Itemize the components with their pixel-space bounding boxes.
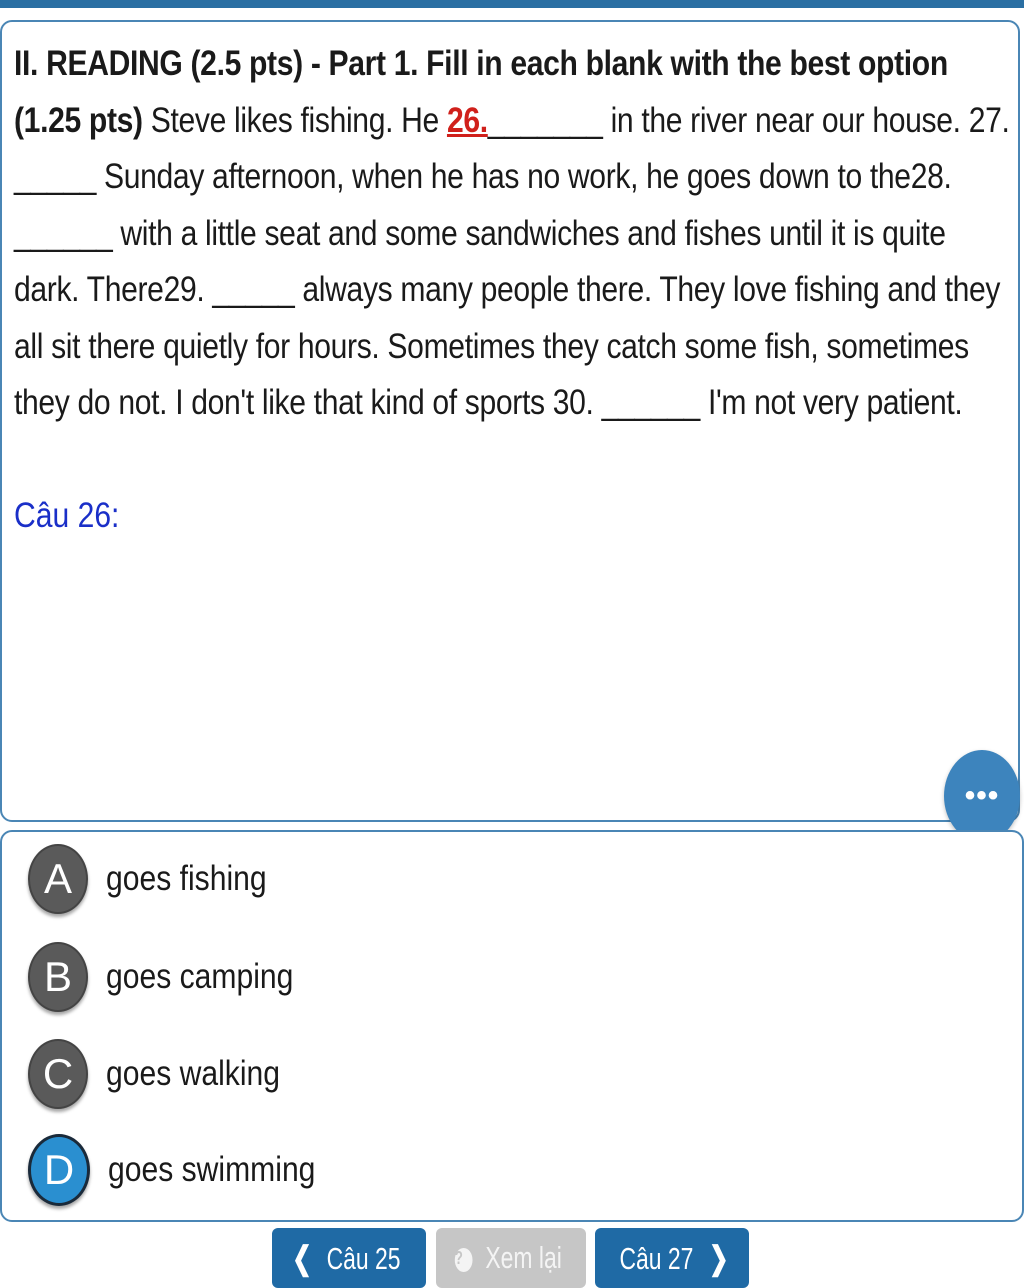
next-question-label: Câu 27 bbox=[619, 1241, 694, 1276]
chevron-left-icon: ❮ bbox=[292, 1240, 313, 1276]
option-a[interactable] bbox=[28, 844, 928, 914]
review-button[interactable] bbox=[436, 1228, 586, 1288]
blank-number: 26. bbox=[446, 100, 488, 140]
prev-question-button[interactable] bbox=[272, 1228, 426, 1288]
option-c[interactable] bbox=[28, 1039, 928, 1109]
question-text bbox=[14, 36, 1010, 432]
option-b-label: goes camping bbox=[106, 957, 294, 996]
chevron-right-icon: ❯ bbox=[708, 1240, 729, 1276]
option-c-badge: C bbox=[28, 1039, 88, 1109]
option-b-badge: B bbox=[28, 942, 88, 1012]
option-d-badge: D bbox=[28, 1134, 90, 1206]
option-d[interactable] bbox=[28, 1135, 928, 1205]
passage-part-2: _______ in the river near our house. 27. _____ Sunday afternoon, when he has no work, he goes down to the28. ______ with a little seat and some sandwiches and fishes until it is quite dark. There29. _____ always many people there. They love fishing and they all sit there quietly for hours. Sometimes they catch some fish, sometimes they do not. I don't like that kind of sports 30. ______ I'm not very patient. bbox=[14, 100, 1010, 422]
passage-part-1: Steve likes fishing. He bbox=[142, 100, 447, 140]
section-heading: II. READING (2.5 pts) - Part 1. Fill in each blank with the best option (1.25 pts) bbox=[14, 44, 948, 140]
more-options-button[interactable]: ••• bbox=[944, 750, 1020, 842]
option-a-label: goes fishing bbox=[106, 859, 267, 898]
question-circle-icon: ? bbox=[455, 1248, 473, 1272]
question-label: Câu 26: bbox=[14, 496, 120, 535]
review-label: Xem lại bbox=[485, 1240, 563, 1275]
option-c-label: goes walking bbox=[106, 1054, 281, 1093]
next-question-button[interactable] bbox=[595, 1228, 749, 1288]
option-d-label: goes swimming bbox=[108, 1150, 316, 1189]
prev-question-label: Câu 25 bbox=[327, 1241, 402, 1276]
top-bar bbox=[0, 0, 1024, 8]
option-b[interactable] bbox=[28, 942, 928, 1012]
option-a-badge: A bbox=[28, 844, 88, 914]
